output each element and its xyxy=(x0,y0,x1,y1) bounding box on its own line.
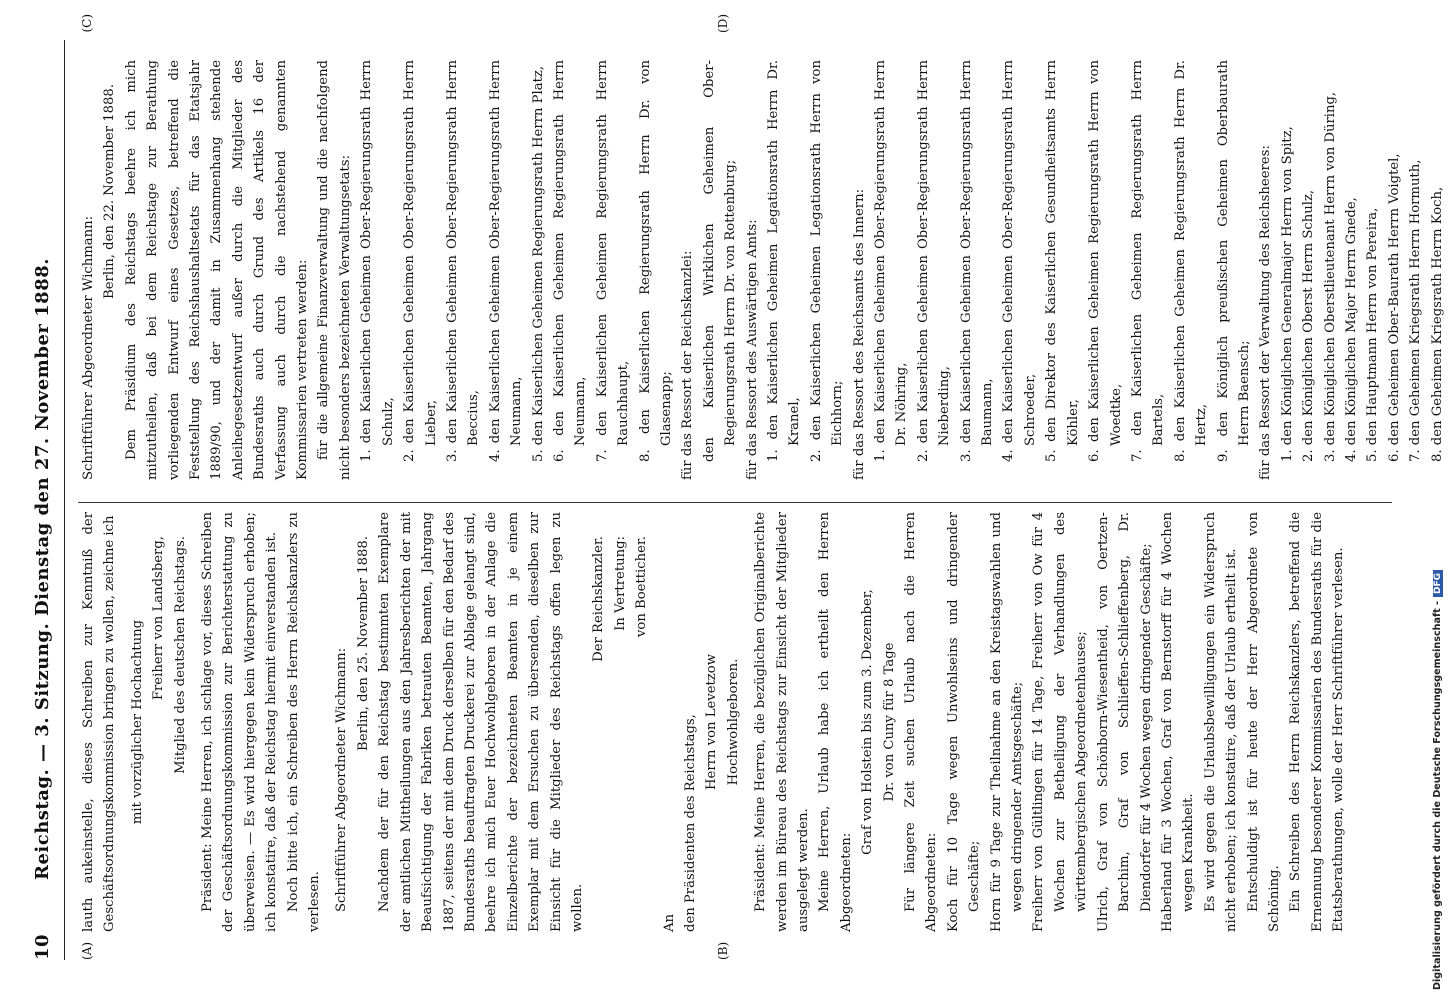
paragraph: lauth aukeinstelle, dieses Schreiben zur Kenntniß der Geschäftsordnungskommission bringen zu wollen, zeichne ich xyxy=(81,512,118,932)
paragraph: Präsident: Meine Herren, ich schlage vor, dieses Schreiben der Geschäftsordnungskommission zur Berichterstattung zu überweisen. — Es wird hiergegen kein Widerspruch erhoben; ich konstatire, daß der Reichstag hiermit einverstanden ist. xyxy=(200,512,280,932)
section-heading: für das Ressort der Verwaltung des Reichsheeres: xyxy=(1258,145,1274,480)
list-item: 2. den Kaiserlichen Geheimen Ober-Regierungsrath Herrn Lieber, xyxy=(402,60,439,462)
list-item: Koch für 10 Tage wegen Unwohlseins und dringender Geschäfte; xyxy=(945,512,983,932)
section-heading: für das Ressort des Reichsamts des Innern: xyxy=(851,188,867,480)
paragraph: Ein Schreiben des Herrn Reichskanzlers, betreffend die Ernennung besonderer Kommissarien des Bundesraths für die Etatsberathungen, wolle der Herr Schriftführer verlesen. xyxy=(1288,512,1347,932)
list-item: 1. den Kaiserlichen Geheimen Ober-Regierungsrath Herrn Dr. Nöhring, xyxy=(873,60,910,462)
paragraph: Meine Herren, Urlaub habe ich ertheilt den Herren Abgeordneten: xyxy=(817,512,854,932)
address-line: den Präsidenten des Reichstags, xyxy=(682,714,698,932)
speaker-label: Schriftführer Abgeordneter Wichmann: xyxy=(81,215,96,480)
page-number: 10 xyxy=(32,933,53,960)
list-item: Horn für 9 Tage zur Theilnahme an den Kreistagswahlen und wegen dringender Amtsgeschäfte; xyxy=(988,512,1026,932)
speaker-label: Schriftführer Abgeordneter Wichmann: xyxy=(334,647,350,912)
closing: mit vorzüglicher Hochachtung xyxy=(129,619,145,825)
list-item: 8. den Geheimen Kriegsrath Herrn Koch, xyxy=(1429,186,1445,462)
list-item: 5. den Hauptmann Herrn von Pereira, xyxy=(1365,207,1381,462)
list-item: 1. den Kaiserlichen Geheimen Legationsrath Herrn Dr. Kranel, xyxy=(766,60,803,462)
dfg-logo: DFG xyxy=(1433,570,1443,597)
list-item: Freiherr von Gültlingen für 14 Tage, Freiherr von Ow für 4 Wochen zur Betheiligung der Verhandlungen des württembergischen Abgeordnetenhauses; xyxy=(1031,512,1090,932)
page-header xyxy=(32,40,60,960)
list-item: 1. den Kaiserlichen Geheimen Ober-Regierungsrath Herrn Schulz, xyxy=(359,60,396,462)
list-item: 2. den Kaiserlichen Geheimen Legationsrath Herrn von Eichhorn; xyxy=(808,60,846,462)
paragraph: Für längere Zeit suchen Urlaub nach die Herren Abgeordneten: xyxy=(903,512,940,932)
page-title: Reichstag. — 3. Sitzung. Dienstag den 27. November 1888. xyxy=(32,257,53,880)
list-item: 6. den Kaiserlichen Geheimen Regierungsrath Herrn Neumann, xyxy=(551,60,589,462)
left-column xyxy=(78,512,1350,932)
list-item: 2. den Kaiserlichen Geheimen Ober-Regierungsrath Herrn Nieberding, xyxy=(915,60,953,462)
list-item: 9. den Königlich preußischen Geheimen Oberbaurath Herrn Baensch; xyxy=(1215,60,1252,462)
list-item: 1. den Königlichen Generalmajor Herrn von Spitz, xyxy=(1279,126,1295,462)
signature-title: In Vertretung: xyxy=(612,536,628,631)
list-item: 8. den Kaiserlichen Regierungsrath Herrn Dr. von Glasenapp; xyxy=(637,60,674,462)
margin-mark-a: (A) xyxy=(80,941,94,960)
column-divider xyxy=(78,502,1392,503)
list-item: 3. den Königlichen Oberstlieutenant Herrn von Düring, xyxy=(1322,91,1338,462)
list-item: 4. den Kaiserlichen Geheimen Ober-Regierungsrath Herrn Schroeder, xyxy=(1001,60,1038,462)
list-item: Ulrich, Graf von Schönborn-Wiesentheid, von Oertzen-Barchim, Graf von Schlieffen-Schlieffenberg, Dr. Diendorfer für 4 Wochen wegen dringender Geschäfte; xyxy=(1095,512,1154,932)
list-item: 5. den Direktor des Kaiserlichen Gesundheitsamts Herrn Köhler, xyxy=(1044,60,1081,462)
date-line: Berlin, den 25. November 1888. xyxy=(355,536,371,751)
list-item: 6. den Geheimen Ober-Baurath Herrn Voigtel, xyxy=(1386,153,1402,462)
margin-mark-c: (C) xyxy=(80,14,94,33)
signature: Freiherr von Landsberg, xyxy=(151,536,167,701)
list-item: 7. den Kaiserlichen Geheimen Regierungsrath Herrn Bartels, xyxy=(1129,60,1167,462)
list-item: 3. den Kaiserlichen Geheimen Ober-Regierungsrath Herrn Beccius, xyxy=(444,60,482,462)
paragraph: Dem Präsidium des Reichstags beehre ich mich mitzutheilen, daß bei dem Reichstage zur Berathung vorliegenden Entwurf eines Gesetzes, betreffend die Feststellung des Reichshaushaltsetats für das Etatsjahr 1889/90, und der damit in Zusammenhang stehende Anleihegesetzentwurf außer durch die Mitglieder des Bundesraths auch durch Grund des Artikels 16 der Verfassung auch durch die nachstehend genannten Kommissarien vertreten werden: xyxy=(123,60,311,480)
list-item: 5. den Kaiserlichen Geheimen Regierungsrath Herrn Platz, xyxy=(530,65,546,462)
paragraph: Noch bitte ich, ein Schreiben des Herrn Reichskanzlers zu verlesen. xyxy=(285,512,323,932)
paragraph: Nachdem der für den Reichstag bestimmten Exemplare der amtlichen Mittheilungen aus den Jahresberichten der mit Beaufsichtigung der Fabriken betrauten Beamten, Jahrgang 1887, seitens der mit dem Druck derselben für den Bedarf des Bundesraths beauftragten Druckerei zur Ablage gelangt sind, beehre ich mich Euer Hochwohlgeboren in der Anlage die Einzelberichte der bezeichneten Beamten in je einem Exemplar mit dem Ersuchen zu übersenden, dieselben zur Einsicht für die Mitglieder des Reichstags offen legen zu wollen. xyxy=(377,512,585,932)
list-item: den Kaiserlichen Wirklichen Geheimen Ober-Regierungsrath Herrn Dr. von Rottenburg; xyxy=(701,60,739,462)
list-item: 7. den Geheimen Kriegsrath Herrn Hormuth, xyxy=(1408,159,1424,462)
signature: von Boetticher. xyxy=(634,536,650,638)
list-item: 6. den Kaiserlichen Geheimen Regierungsrath Herrn von Woedtke, xyxy=(1087,60,1124,462)
section-heading: für das Ressort der Reichskanzlei: xyxy=(680,250,696,480)
list-item: 7. den Kaiserlichen Geheimen Regierungsrath Herrn Rauchhaupt, xyxy=(594,60,632,462)
date-line: Berlin, den 22. November 1888. xyxy=(102,84,118,299)
list-item: Graf von Holstein bis zum 3. Dezember, xyxy=(860,589,876,855)
right-column xyxy=(78,60,1448,480)
address-line: An xyxy=(661,913,677,932)
digitization-banner xyxy=(1432,10,1443,990)
section-heading: für die allgemeine Finanzverwaltung und die nachfolgend nicht besonders bezeichneten Verwaltungsetats: xyxy=(316,60,353,480)
header-rule xyxy=(64,40,65,960)
signature-title: Mitglied des deutschen Reichstags. xyxy=(172,536,188,774)
signature-title: Der Reichskanzler. xyxy=(591,536,607,662)
paragraph: Es wird gegen die Urlaubsbewilligungen ein Widerspruch nicht erhoben; ich konstatire, daß der Urlaub ertheilt ist. xyxy=(1202,512,1240,932)
margin-mark-d: (D) xyxy=(716,14,730,33)
list-item: Dr. von Cuny für 8 Tage xyxy=(881,642,897,802)
list-item: 3. den Kaiserlichen Geheimen Ober-Regierungsrath Herrn Baumann, xyxy=(958,60,996,462)
margin-mark-b: (B) xyxy=(716,941,730,960)
list-item: 4. den Kaiserlichen Geheimen Ober-Regierungsrath Herrn Neumann, xyxy=(487,60,525,462)
banner-text: Digitalisierung gefördert durch die Deutsche Forschungsgemeinschaft - xyxy=(1432,600,1443,990)
address-line: Herrn von Levetzow xyxy=(704,654,720,790)
list-item: 4. den Königlichen Major Herrn Gnede, xyxy=(1343,197,1359,462)
list-item: 8. den Kaiserlichen Geheimen Regierungsrath Herrn Dr. Hertz, xyxy=(1172,60,1210,462)
paragraph: Entschuldigt ist für heute der Herr Abgeordnete von Schöning. xyxy=(1245,512,1282,932)
address-line: Hochwohlgeboren. xyxy=(725,658,741,786)
list-item: 2. den Königlichen Oberst Herrn Schulz, xyxy=(1301,189,1317,462)
paragraph: Präsident: Meine Herren, die bezüglichen Originalberichte werden im Büreau des Reichstags zur Einsicht der Mitglieder ausgelegt werden. xyxy=(753,512,811,932)
list-item: Haberland für 3 Wochen, Graf von Bernstorff für 4 Wochen wegen Krankheit. xyxy=(1159,512,1197,932)
section-heading: für das Ressort des Auswärtigen Amts: xyxy=(744,219,760,480)
